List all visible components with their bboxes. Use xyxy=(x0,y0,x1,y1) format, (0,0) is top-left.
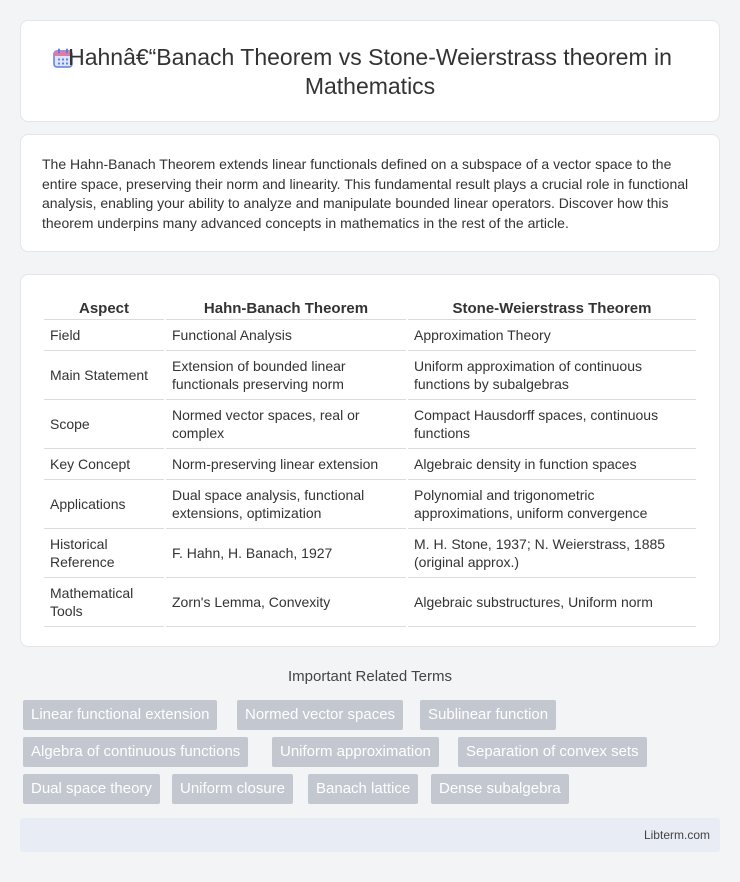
related-tag-dual-space-theory[interactable]: Dual space theory xyxy=(23,774,160,804)
table-cell: M. H. Stone, 1937; N. Weierstrass, 1885 (original approx.) xyxy=(408,529,696,578)
comparison-card xyxy=(20,274,720,647)
table-cell: Functional Analysis xyxy=(166,320,406,351)
table-cell: F. Hahn, H. Banach, 1927 xyxy=(166,529,406,578)
column-header-stone-weierstrass: Stone-Weierstrass Theorem xyxy=(408,297,696,320)
table-cell: Polynomial and trigonometric approximations, uniform convergence xyxy=(408,480,696,529)
table-header-row xyxy=(44,297,696,320)
table-cell: Zorn's Lemma, Convexity xyxy=(166,578,406,627)
related-terms-title: Important Related Terms xyxy=(288,668,452,685)
column-header-hahn-banach: Hahn-Banach Theorem xyxy=(166,297,406,320)
table-cell: Norm-preserving linear extension xyxy=(166,449,406,480)
table-cell: Uniform approximation of continuous functions by subalgebras xyxy=(408,351,696,400)
header-card xyxy=(20,20,720,122)
page-title: Hahnâ€“Banach Theorem vs Stone-Weierstrass theorem in Mathematics xyxy=(68,44,672,99)
intro-paragraph: The Hahn-Banach Theorem extends linear functionals defined on a subspace of a vector space to the entire space, preserving their norm and linearity. This fundamental result plays a crucial role in functional analysis, enabling your ability to analyze and manipulate bounded linear operators. Discover how this theorem underpins many advanced concepts in mathematics in the rest of the article. xyxy=(42,156,689,231)
related-tag-uniform-approximation[interactable]: Uniform approximation xyxy=(272,737,439,767)
table-row xyxy=(44,578,696,627)
footer-site-link[interactable]: Libterm.com xyxy=(643,828,710,842)
table-row xyxy=(44,480,696,529)
table-row xyxy=(44,449,696,480)
footer xyxy=(20,818,720,852)
table-row xyxy=(44,320,696,351)
table-cell: Approximation Theory xyxy=(408,320,696,351)
table-cell: Normed vector spaces, real or complex xyxy=(166,400,406,449)
related-tag-linear-functional-extension[interactable]: Linear functional extension xyxy=(23,700,217,730)
table-cell: Historical Reference xyxy=(44,529,164,578)
table-cell: Extension of bounded linear functionals preserving norm xyxy=(166,351,406,400)
related-tag-dense-subalgebra[interactable]: Dense subalgebra xyxy=(431,774,569,804)
table-cell: Algebraic substructures, Uniform norm xyxy=(408,578,696,627)
comparison-table xyxy=(42,297,698,627)
table-cell: Applications xyxy=(44,480,164,529)
intro-card xyxy=(20,134,720,252)
related-tag-normed-vector-spaces[interactable]: Normed vector spaces xyxy=(237,700,403,730)
table-cell: Dual space analysis, functional extensions, optimization xyxy=(166,480,406,529)
table-row xyxy=(44,400,696,449)
table-row xyxy=(44,351,696,400)
related-tag-algebra-of-continuous-functions[interactable]: Algebra of continuous functions xyxy=(23,737,248,767)
related-tag-separation-of-convex-sets[interactable]: Separation of convex sets xyxy=(458,737,647,767)
column-header-aspect: Aspect xyxy=(44,297,164,320)
table-cell: Scope xyxy=(44,400,164,449)
related-tag-sublinear-function[interactable]: Sublinear function xyxy=(420,700,556,730)
related-tag-uniform-closure[interactable]: Uniform closure xyxy=(172,774,293,804)
table-cell: Algebraic density in function spaces xyxy=(408,449,696,480)
table-cell: Mathematical Tools xyxy=(44,578,164,627)
table-cell: Main Statement xyxy=(44,351,164,400)
table-cell: Field xyxy=(44,320,164,351)
related-tag-banach-lattice[interactable]: Banach lattice xyxy=(308,774,418,804)
table-row xyxy=(44,529,696,578)
table-cell: Key Concept xyxy=(44,449,164,480)
table-cell: Compact Hausdorff spaces, continuous functions xyxy=(408,400,696,449)
